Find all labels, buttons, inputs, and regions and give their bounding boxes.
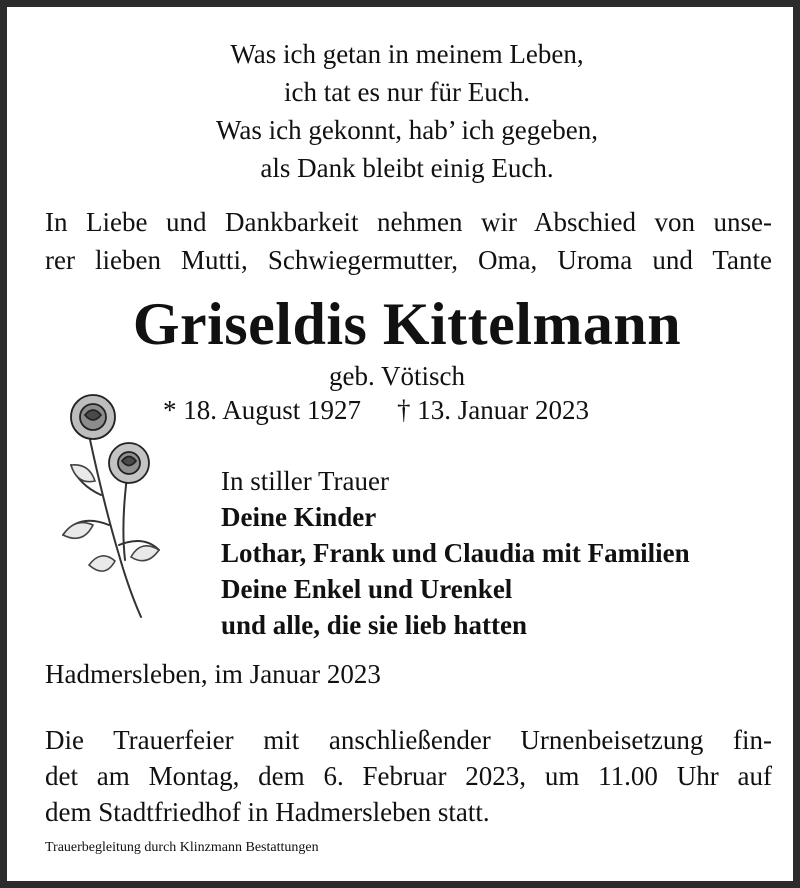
death-date: † 13. Januar 2023 — [397, 395, 589, 425]
birth-date: * 18. August 1927 — [163, 395, 362, 425]
poem — [7, 35, 800, 187]
funeral-line: dem Stadtfriedhof in Hadmersleben statt. — [45, 797, 490, 827]
poem-line: als Dank bleibt einig Euch. — [260, 153, 554, 183]
mourners-intro: In stiller Trauer — [221, 466, 389, 496]
mourner-line: Deine Enkel und Urenkel — [221, 574, 513, 604]
farewell-line: rer lieben Mutti, Schwiegermutter, Oma, Uroma und Tante — [45, 245, 772, 275]
undertaker-credit: Trauerbegleitung durch Klinzmann Bestattungen — [45, 840, 319, 855]
mourner-line: und alle, die sie lieb hatten — [221, 610, 528, 640]
mourner-line: Lothar, Frank und Claudia mit Familien — [221, 538, 690, 568]
deceased-name: Griseldis Kittelmann — [132, 291, 682, 357]
funeral-line: Die Trauerfeier mit anschließender Urnenbeisetzung fin- — [45, 725, 772, 755]
funeral-info — [45, 722, 772, 830]
farewell-text — [45, 203, 772, 279]
roses-icon — [49, 385, 169, 625]
funeral-line: det am Montag, dem 6. Februar 2023, um 11.00 Uhr auf — [45, 761, 772, 791]
mourner-line: Deine Kinder — [221, 502, 377, 532]
poem-line: Was ich gekonnt, hab’ ich gegeben, — [216, 115, 598, 145]
poem-line: Was ich getan in meinem Leben, — [230, 39, 584, 69]
life-dates — [163, 393, 589, 427]
poem-line: ich tat es nur für Euch. — [284, 77, 530, 107]
mourners — [221, 463, 690, 643]
place-date: Hadmersleben, im Januar 2023 — [45, 659, 381, 689]
farewell-line: In Liebe und Dankbarkeit nehmen wir Abschied von unse- — [45, 207, 772, 237]
birth-name: geb. Vötisch — [329, 361, 465, 391]
